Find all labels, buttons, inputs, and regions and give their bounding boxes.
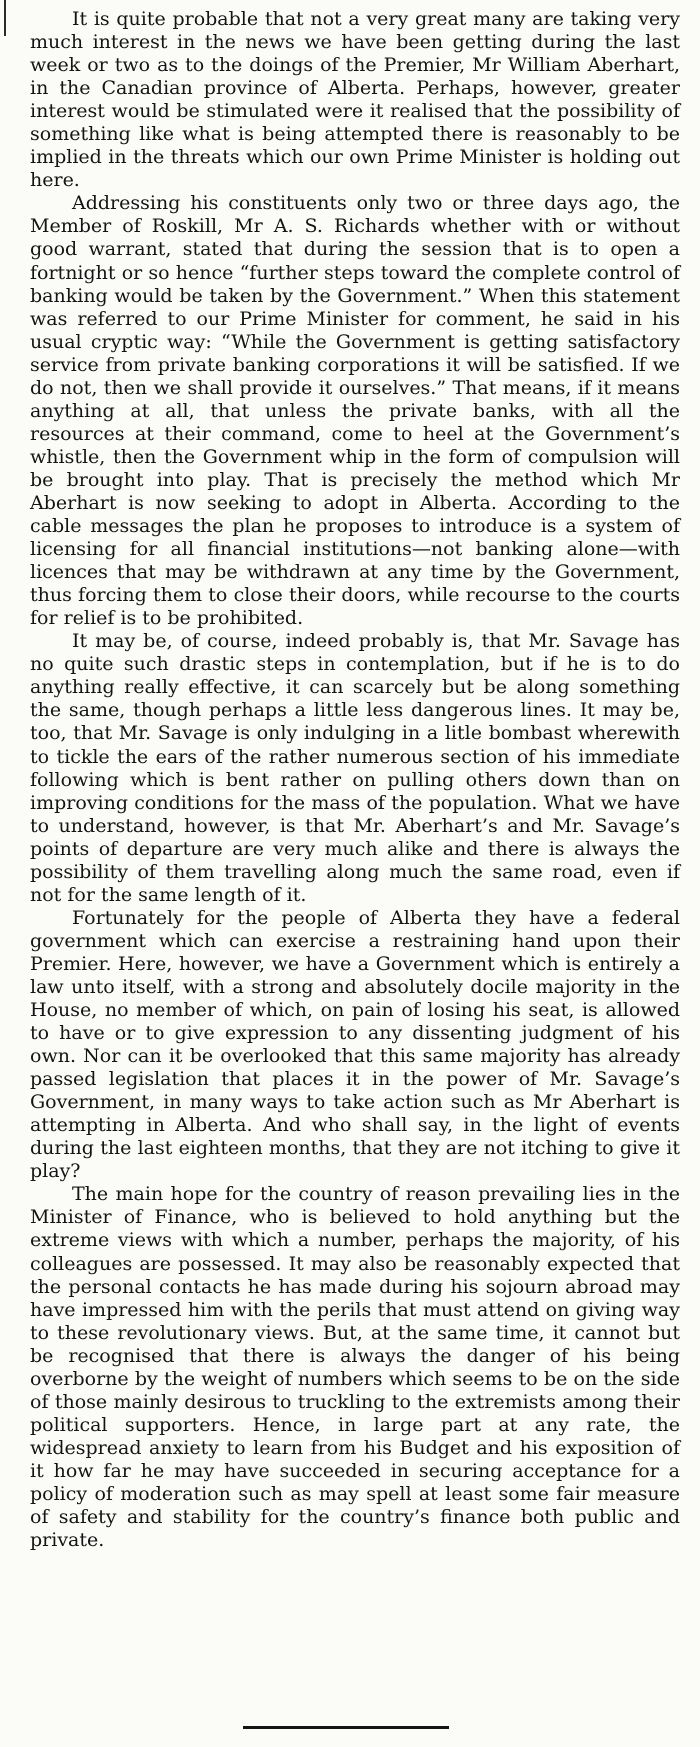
editorial-article [30,8,680,1552]
article-paragraph-1: It is quite probable that not a very great many are taking very much interest in the news we have been getting during the last week or two as to the doings of the Premier, Mr William Aberhart, in the Canadian province of Alberta. Perhaps, however, greater interest would be stimulated were it realised that the possibility of something like what is being attempted there is reasonably to be implied in the threats which our own Prime Minister is holding out here. [30,8,680,192]
article-paragraph-3: It may be, of course, indeed probably is, that Mr. Savage has no quite such drastic steps in contemplation, but if he is to do anything really effective, it can scarcely but be along something the same, though perhaps a little less dangerous lines. It may be, too, that Mr. Savage is only indulging in a litle bombast wherewith to tickle the ears of the rather numerous section of his immediate following which is bent rather on pulling others down than on improving conditions for the mass of the population. What we have to understand, however, is that Mr. Aberhart’s and Mr. Savage’s points of departure are very much alike and there is always the possibility of them travelling along much the same road, even if not for the same length of it. [30,630,680,906]
column-edge-rule [4,0,6,36]
article-paragraph-5: The main hope for the country of reason prevailing lies in the Minister of Finance, who is believed to hold anything but the extreme views with which a number, perhaps the majority, of his colleagues are possessed. It may also be reasonably expected that the personal contacts he has made during his sojourn abroad may have impressed him with the perils that must attend on giving way to these revolutionary views. But, at the same time, it cannot but be recognised that there is always the danger of his being overborne by the weight of numbers which seems to be on the side of those mainly desirous to truckling to the extremists among their political supporters. Hence, in large part at any rate, the widespread anxiety to learn from his Budget and his exposition of it how far he may have succeeded in securing acceptance for a policy of moderation such as may spell at least some fair measure of safety and stability for the country’s finance both public and private. [30,1183,680,1552]
end-of-article-rule [243,1726,449,1729]
article-paragraph-4: Fortunately for the people of Alberta they have a federal government which can exercise a restraining hand upon their Premier. Here, however, we have a Government which is entirely a law unto itself, with a strong and absolutely docile majority in the House, no member of which, on pain of losing his seat, is allowed to have or to give expression to any dissenting judgment of his own. Nor can it be overlooked that this same majority has already passed legislation that places it in the power of Mr. Savage’s Government, in many ways to take action such as Mr Aberhart is attempting in Alberta. And who shall say, in the light of events during the last eighteen months, that they are not itching to give it play? [30,906,680,1183]
article-paragraph-2: Addressing his constituents only two or three days ago, the Member of Roskill, Mr A. S. Richards whether with or without good warrant, stated that during the session that is to open a fortnight or so hence “further steps toward the complete control of banking would be taken by the Government.” When this statement was referred to our Prime Minister for comment, he said in his usual cryptic way: “While the Government is getting satisfactory service from private banking corporations it will be satisfied. If we do not, then we shall provide it ourselves.” That means, if it means anything at all, that unless the private banks, with all the resources at their command, come to heel at the Government’s whistle, then the Government whip in the form of compulsion will be brought into play. That is precisely the method which Mr Aberhart is now seeking to adopt in Alberta. According to the cable messages the plan he proposes to introduce is a system of licensing for all financial institutions—not banking alone—with licences that may be withdrawn at any time by the Government, thus forcing them to close their doors, while recourse to the courts for relief is to be prohibited. [30,192,680,630]
